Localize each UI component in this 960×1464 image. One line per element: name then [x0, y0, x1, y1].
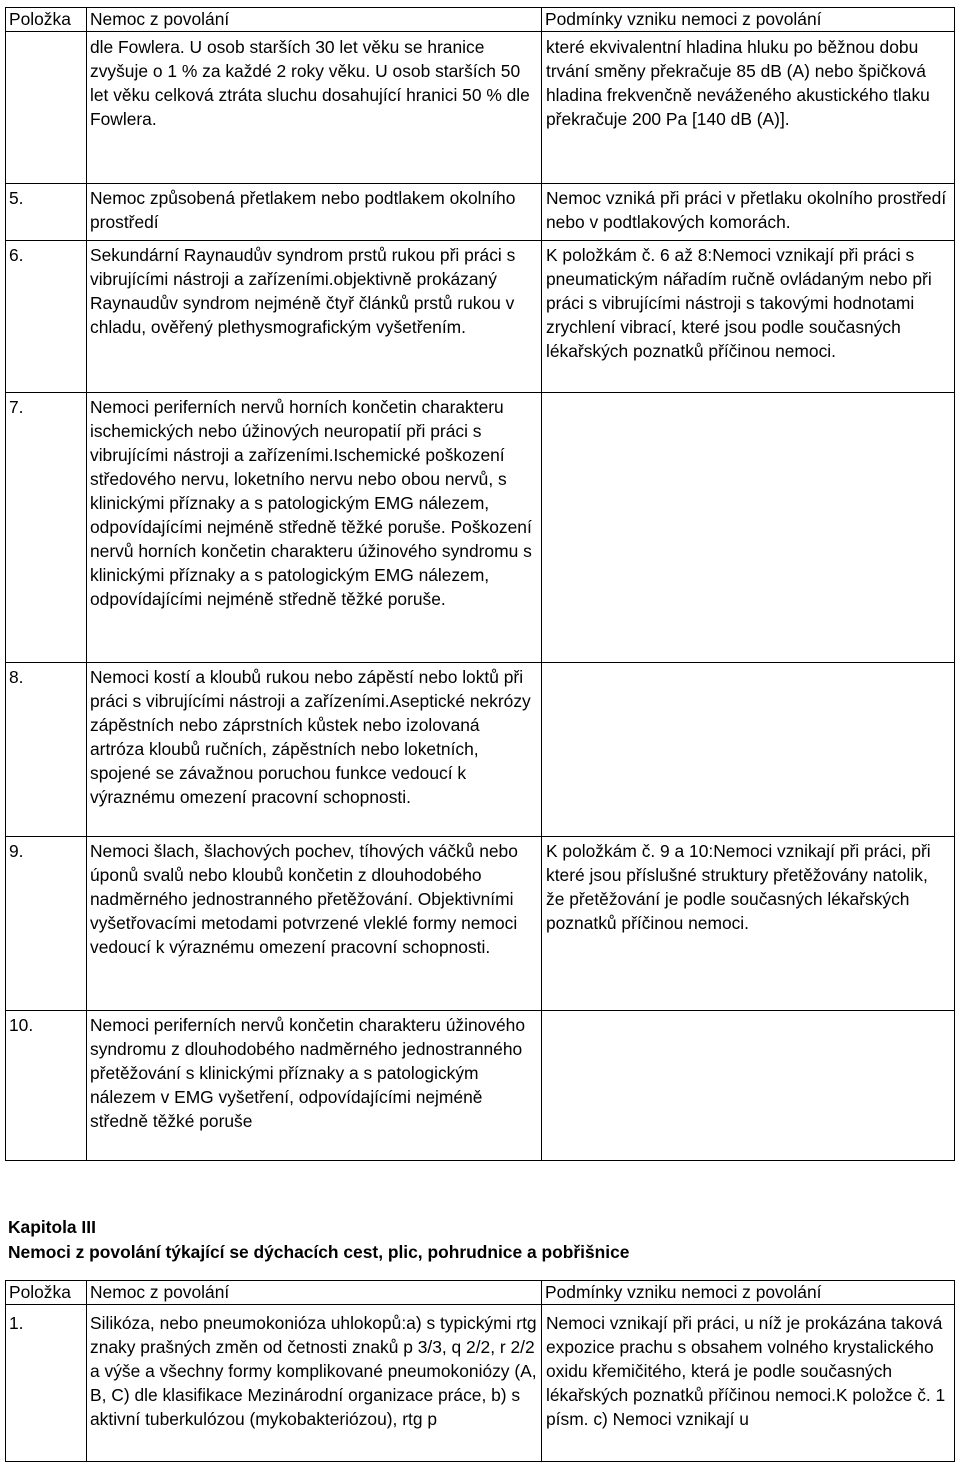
item-number: 10.	[6, 1011, 87, 1161]
header-item: Položka	[6, 1281, 87, 1305]
occupational-disease-table	[5, 7, 955, 1161]
table-row	[6, 837, 955, 1011]
item-number: 8.	[6, 663, 87, 837]
condition-cell	[542, 1011, 955, 1161]
header-item: Položka	[6, 8, 87, 32]
condition-cell	[542, 393, 955, 663]
item-number: 7.	[6, 393, 87, 663]
table-row	[6, 663, 955, 837]
table-row	[6, 1011, 955, 1161]
chapter-subtitle: Nemoci z povolání týkající se dýchacích cest, plic, pohrudnice a pobřišnice	[8, 1242, 630, 1262]
disease-cell: Nemoc způsobená přetlakem nebo podtlakem okolního prostředí	[87, 184, 542, 241]
item-number	[6, 32, 87, 184]
header-conditions: Podmínky vzniku nemoci z povolání	[542, 8, 955, 32]
table-header-row	[6, 8, 955, 32]
disease-cell: dle Fowlera. U osob starších 30 let věku se hranice zvyšuje o 1 % za každé 2 roky věku. U osob starších 50 let věku celková ztráta sluchu dosahující hranici 50 % dle Fowlera.	[87, 32, 542, 184]
header-conditions: Podmínky vzniku nemoci z povolání	[542, 1281, 955, 1305]
header-disease: Nemoc z povolání	[87, 8, 542, 32]
table-row	[6, 393, 955, 663]
table-header-row	[6, 1281, 955, 1305]
disease-cell: Silikóza, nebo pneumokonióza uhlokopů:a) s typickými rtg znaky prašných změn od četnosti znaků p 3/3, q 2/2, r 2/2 a výše a všechny formy komplikované pneumokoniózy (A, B, C) dle klasifikace Mezinárodní organizace práce, b) s aktivní tuberkulózou (mykobakteriózou), rtg p	[87, 1311, 542, 1461]
table-row	[6, 241, 955, 393]
condition-cell: Nemoc vzniká při práci v přetlaku okolního prostředí nebo v podtlakových komorách.	[542, 184, 955, 241]
item-number: 5.	[6, 184, 87, 241]
item-number: 1.	[6, 1311, 87, 1461]
condition-cell	[542, 663, 955, 837]
occupational-disease-table-chapter-3	[5, 1280, 955, 1462]
item-number: 9.	[6, 837, 87, 1011]
disease-cell: Nemoci kostí a kloubů rukou nebo zápěstí nebo loktů při práci s vibrujícími nástroji a zařízeními.Aseptické nekrózy zápěstních nebo záprstních kůstek nebo izolovaná artróza kloubů ručních, zápěstních nebo loketních, spojené se závažnou poruchou funkce vedoucí k výraznému omezení pracovní schopnosti.	[87, 663, 542, 837]
condition-cell: K položkám č. 9 a 10:Nemoci vznikají při práci, při které jsou příslušné struktury přetěžovány natolik, že přetěžování je podle současných lékařských poznatků příčinou nemoci.	[542, 837, 955, 1011]
disease-cell: Nemoci periferních nervů končetin charakteru úžinového syndromu z dlouhodobého nadměrného jednostranného přetěžování s klinickými příznaky a s patologickým nálezem v EMG vyšetření, odpovídajícími nejméně středně těžké poruše	[87, 1011, 542, 1161]
condition-cell: K položkám č. 6 až 8:Nemoci vznikají při práci s pneumatickým nářadím ručně ovládaným nebo při práci s vibrujícími nástroji s takovými hodnotami zrychlení vibrací, které jsou podle současných lékařských poznatků příčinou nemoci.	[542, 241, 955, 393]
item-number: 6.	[6, 241, 87, 393]
disease-cell: Nemoci periferních nervů horních končetin charakteru ischemických nebo úžinových neuropatií při práci s vibrujícími nástroji a zařízeními.Ischemické poškození středového nervu, loketního nervu nebo obou nervů, s klinickými příznaky a s patologickým EMG nálezem, odpovídajícími nejméně středně těžké poruše. Poškození nervů horních končetin charakteru úžinového syndromu s klinickými příznaky a s patologickým EMG nálezem, odpovídajícími nejméně středně těžké poruše.	[87, 393, 542, 663]
chapter-title: Kapitola III	[8, 1217, 96, 1237]
header-disease: Nemoc z povolání	[87, 1281, 542, 1305]
table-row	[6, 184, 955, 241]
table-row	[6, 1311, 955, 1461]
disease-cell: Nemoci šlach, šlachových pochev, tíhových váčků nebo úponů svalů nebo kloubů končetin z dlouhodobého nadměrného jednostranného přetěžování. Objektivními vyšetřovacími metodami potvrzené vleklé formy nemoci vedoucí k výraznému omezení pracovní schopnosti.	[87, 837, 542, 1011]
condition-cell: Nemoci vznikají při práci, u níž je prokázána taková expozice prachu s obsahem volného krystalického oxidu křemičitého, která je podle současných lékařských poznatků příčinou nemoci.K položce č. 1 písm. c) Nemoci vznikají u	[542, 1311, 955, 1461]
condition-cell: které ekvivalentní hladina hluku po běžnou dobu trvání směny překračuje 85 dB (A) nebo špičková hladina frekvenčně neváženého akustického tlaku překračuje 200 Pa [140 dB (A)].	[542, 32, 955, 184]
disease-cell: Sekundární Raynaudův syndrom prstů rukou při práci s vibrujícími nástroji a zařízeními.objektivně prokázaný Raynaudův syndrom nejméně čtyř článků prstů rukou v chladu, ověřený plethysmografickým vyšetřením.	[87, 241, 542, 393]
table-row	[6, 32, 955, 184]
